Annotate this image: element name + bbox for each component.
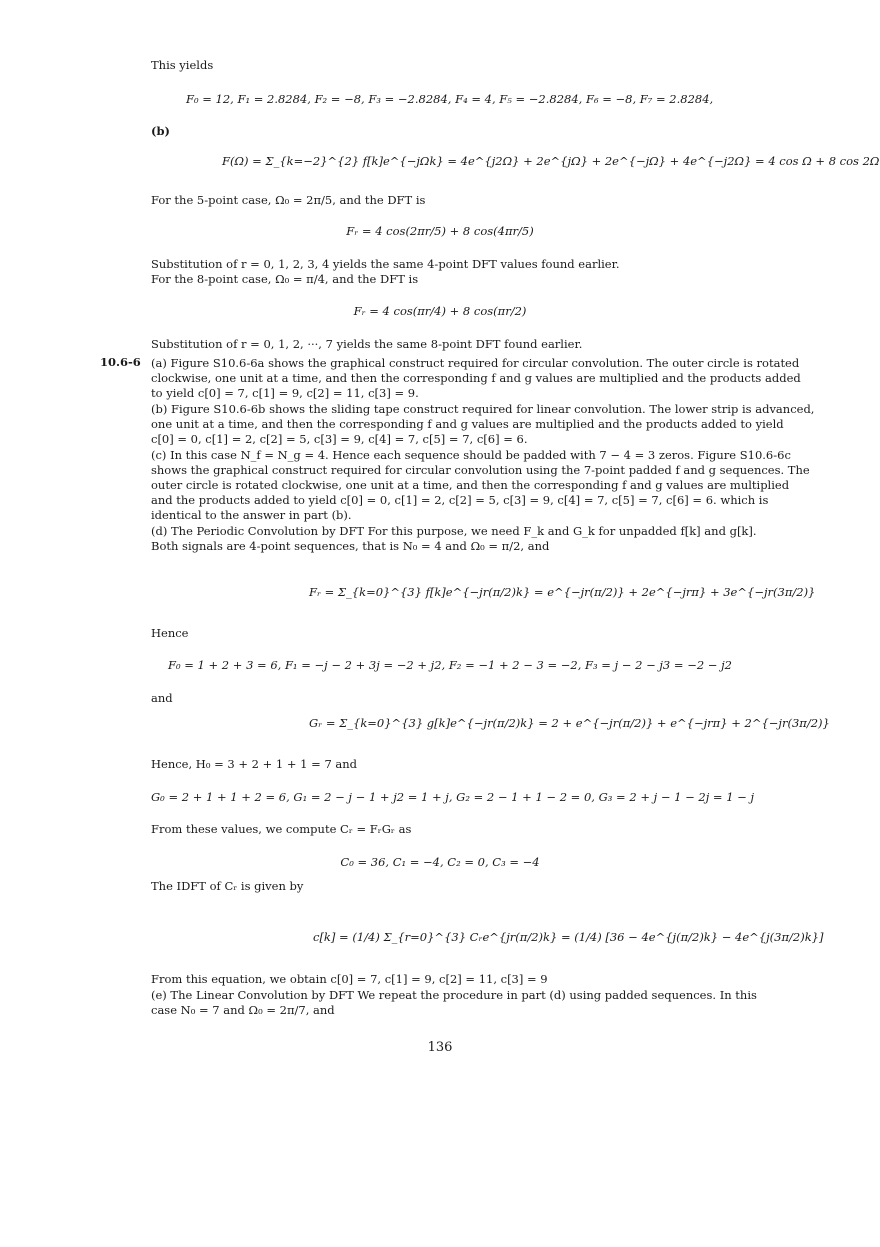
equation-Fr-sum: Fᵣ = Σ_{k=0}^{3} f[k]e^{−jr(π/2)k} = e^{−jr(π/2)} + 2e^{−jrπ} + 3e^{−jr(3π/2)} bbox=[309, 585, 816, 599]
part-b-label: (b) bbox=[151, 124, 170, 138]
paragraph-c-line-3: outer circle is rotated clockwise, one unit at a time, and then the corresponding f and g values are multiplied bbox=[151, 478, 790, 492]
paragraph-b-line-3: c[0] = 0, c[1] = 2, c[2] = 5, c[3] = 9, c[4] = 7, c[5] = 7, c[6] = 6. bbox=[151, 432, 528, 446]
paragraph-b-line-1: (b) Figure S10.6-6b shows the sliding tape construct required for linear convolution. The lower strip is advanced, bbox=[151, 402, 815, 416]
equation-Gr-sum: Gᵣ = Σ_{k=0}^{3} g[k]e^{−jr(π/2)k} = 2 + e^{−jr(π/2)} + e^{−jrπ} + 2^{−jr(3π/2)} bbox=[309, 716, 830, 730]
text-and: and bbox=[151, 691, 173, 705]
text-8-point-case: For the 8-point case, Ω₀ = π/4, and the DFT is bbox=[151, 272, 419, 286]
text-substitution-4pt: Substitution of r = 0, 1, 2, 3, 4 yields the same 4-point DFT values found earlier. bbox=[151, 257, 620, 271]
equation-Fr-8pt: Fᵣ = 4 cos(πr/4) + 8 cos(πr/2) bbox=[353, 304, 527, 318]
text-hence: Hence bbox=[151, 626, 189, 640]
text-from-these-values: From these values, we compute Cᵣ = FᵣGᵣ as bbox=[151, 822, 412, 836]
paragraph-b-line-2: one unit at a time, and then the corresponding f and g values are multiplied and the products added to yield bbox=[151, 417, 784, 431]
paragraph-a-line-3: to yield c[0] = 7, c[1] = 9, c[2] = 11, c[3] = 9. bbox=[151, 386, 419, 400]
equation-Fr-5pt: Fᵣ = 4 cos(2πr/5) + 8 cos(4πr/5) bbox=[346, 224, 534, 238]
paragraph-d-line-1: (d) The Periodic Convolution by DFT For this purpose, we need F_k and G_k for unpadded f[k] and g[k]. bbox=[151, 524, 757, 538]
paragraph-e-line-2: case N₀ = 7 and Ω₀ = 2π/7, and bbox=[151, 1003, 335, 1017]
text-substitution-8pt: Substitution of r = 0, 1, 2, ···, 7 yields the same 8-point DFT found earlier. bbox=[151, 337, 583, 351]
paragraph-a-line-1: (a) Figure S10.6-6a shows the graphical construct required for circular convolution. The outer circle is rotated bbox=[151, 356, 800, 370]
paragraph-c-line-5: identical to the answer in part (b). bbox=[151, 508, 352, 522]
paragraph-a-line-2: clockwise, one unit at a time, and then the corresponding f and g values are multiplied and the products added bbox=[151, 371, 801, 385]
equation-F-omega: F(Ω) = Σ_{k=−2}^{2} f[k]e^{−jΩk} = 4e^{j2Ω} + 2e^{jΩ} + 2e^{−jΩ} + 4e^{−j2Ω} = 4 cos Ω + 8 cos 2Ω bbox=[222, 154, 880, 168]
problem-number: 10.6-6 bbox=[100, 355, 141, 369]
paragraph-c-line-4: and the products added to yield c[0] = 0, c[1] = 2, c[2] = 5, c[3] = 9, c[4] = 7, c[5] = 7, c[6] = 6. which is bbox=[151, 493, 769, 507]
intro-text: This yields bbox=[151, 58, 214, 72]
paragraph-e-line-1: (e) The Linear Convolution by DFT We repeat the procedure in part (d) using padded sequences. In this bbox=[151, 988, 757, 1002]
equation-F0-F3: F₀ = 1 + 2 + 3 = 6, F₁ = −j − 2 + 3j = −2 + j2, F₂ = −1 + 2 − 3 = −2, F₃ = j − 2 − j3 = −2 − j2 bbox=[168, 658, 732, 672]
paragraph-c-line-2: shows the graphical construct required for circular convolution using the 7-point padded f and g sequences. The bbox=[151, 463, 810, 477]
text-from-this-equation: From this equation, we obtain c[0] = 7, c[1] = 9, c[2] = 11, c[3] = 9 bbox=[151, 972, 548, 986]
paragraph-c-line-1: (c) In this case N_f = N_g = 4. Hence each sequence should be padded with 7 − 4 = 3 zeros. Figure S10.6-6c bbox=[151, 448, 791, 462]
equation-F-values: F₀ = 12, F₁ = 2.8284, F₂ = −8, F₃ = −2.8284, F₄ = 4, F₅ = −2.8284, F₆ = −8, F₇ = 2.8284, bbox=[186, 92, 714, 106]
text-5-point-case: For the 5-point case, Ω₀ = 2π/5, and the DFT is bbox=[151, 193, 426, 207]
equation-G0-G3: G₀ = 2 + 1 + 1 + 2 = 6, G₁ = 2 − j − 1 + j2 = 1 + j, G₂ = 2 − 1 + 1 − 2 = 0, G₃ = 2 + j − 1 − 2j = 1 − j bbox=[151, 790, 755, 804]
page-number: 136 bbox=[427, 1040, 453, 1055]
equation-ck-idft: c[k] = (1/4) Σ_{r=0}^{3} Cᵣe^{jr(π/2)k} = (1/4) [36 − 4e^{j(π/2)k} − 4e^{j(3π/2)k}] bbox=[313, 930, 824, 944]
text-idft: The IDFT of Cᵣ is given by bbox=[151, 879, 304, 893]
text-hence-H0: Hence, H₀ = 3 + 2 + 1 + 1 = 7 and bbox=[151, 757, 358, 771]
equation-C-values: C₀ = 36, C₁ = −4, C₂ = 0, C₃ = −4 bbox=[340, 855, 540, 869]
paragraph-d-line-2: Both signals are 4-point sequences, that is N₀ = 4 and Ω₀ = π/2, and bbox=[151, 539, 550, 553]
